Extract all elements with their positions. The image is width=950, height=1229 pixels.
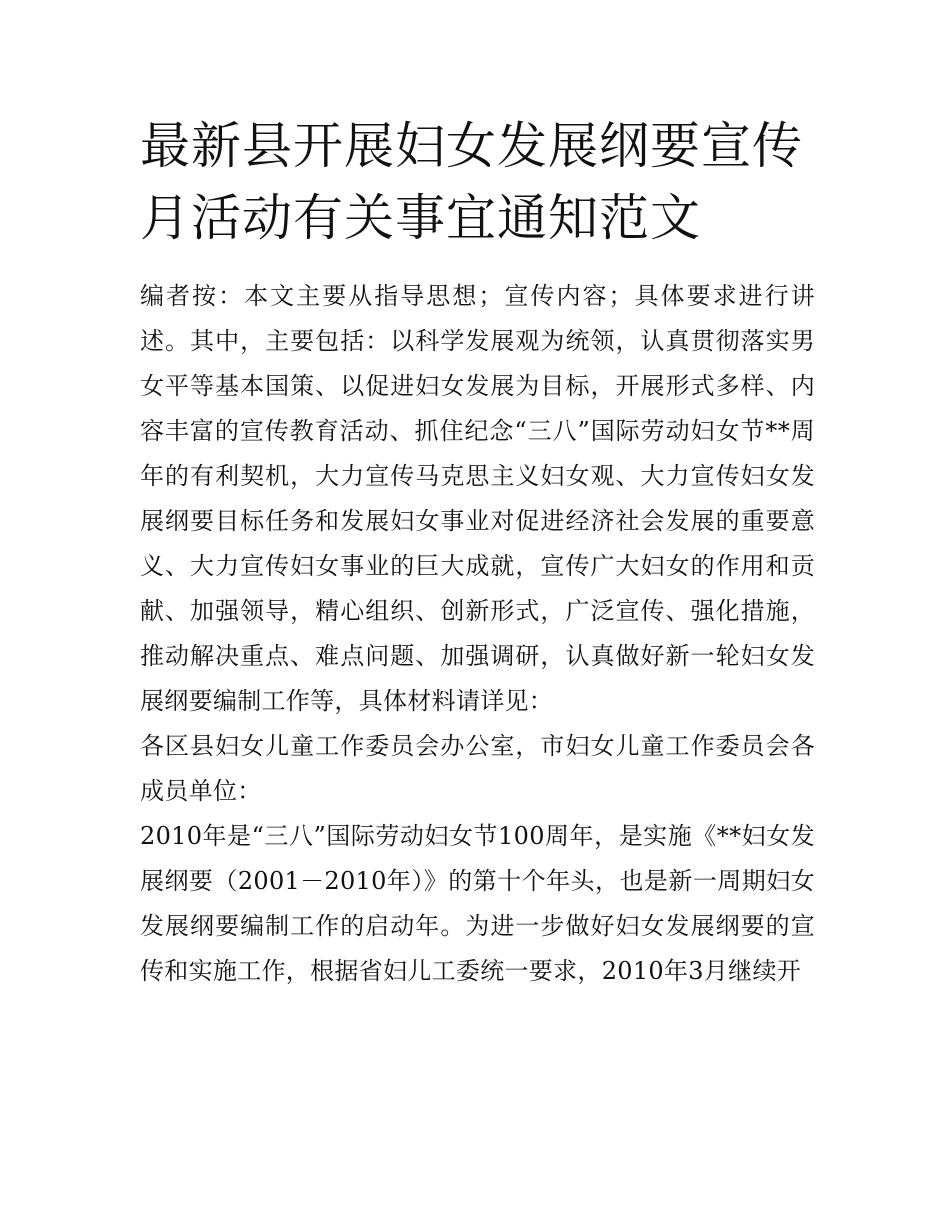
body-paragraph: 2010年是“三八”国际劳动妇女节100周年，是实施《**妇女发展纲要（2001－2010年）》的第十个年头，也是新一周期妇女发展纲要编制工作的启动年。为进一步做好妇女发展纲要的宣传和实施工作，根据省妇儿工委统一要求，2010年3月继续开 <box>140 822 815 985</box>
document-title: 最新县开展妇女发展纲要宣传月活动有关事宜通知范文 <box>140 117 803 247</box>
document-page <box>140 110 815 994</box>
addressee-paragraph: 各区县妇女儿童工作委员会办公室，市妇女儿童工作委员会各成员单位： <box>140 732 815 805</box>
editor-note-paragraph: 编者按：本文主要从指导思想；宣传内容；具体要求进行讲述。其中，主要包括：以科学发展观为统领，认真贯彻落实男女平等基本国策、以促进妇女发展为目标，开展形式多样、内容丰富的宣传教育活动、抓住纪念“三八”国际劳动妇女节**周年的有利契机，大力宣传马克思主义妇女观、大力宣传妇女发展纲要目标任务和发展妇女事业对促进经济社会发展的重要意义、大力宣传妇女事业的巨大成就，宣传广大妇女的作用和贡献、加强领导，精心组织、创新形式，广泛宣传、强化措施，推动解决重点、难点问题、加强调研，认真做好新一轮妇女发展纲要编制工作等，具体材料请详见： <box>140 282 815 715</box>
